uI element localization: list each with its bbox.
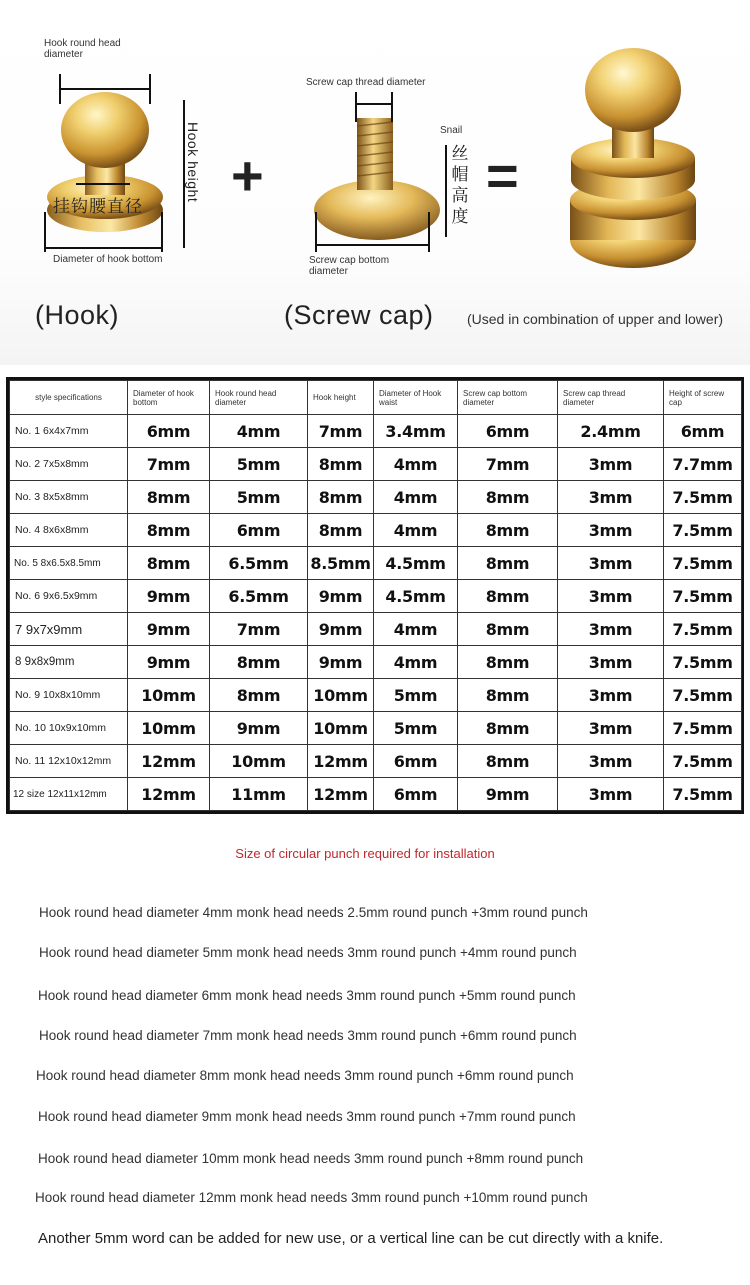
cell-value: 10mm [210,745,308,778]
header-cap-height: Height of screw cap [664,381,742,415]
hook-height-label: Hook height [185,122,201,203]
cell-value: 5mm [374,679,458,712]
plus-sign: + [231,144,264,207]
cell-value: 8mm [458,514,558,547]
cell-value: 8mm [308,448,374,481]
cell-value: 12mm [308,745,374,778]
cell-value: 7.5mm [664,613,742,646]
cell-value: 3mm [558,514,664,547]
snail-label: Snail [440,125,463,136]
thread-dim-tick-left [355,92,357,122]
cap-bottom-dim-tick-right [428,212,430,252]
cell-value: 7mm [308,415,374,448]
hook-head-dim-tick-right [149,74,151,104]
cell-value: 9mm [308,580,374,613]
cell-value: 9mm [458,778,558,811]
cell-value: 7.5mm [664,646,742,679]
cell-value: 5mm [210,481,308,514]
cell-value: 6mm [128,415,210,448]
cell-value: 7mm [210,613,308,646]
cell-value: 9mm [128,580,210,613]
cell-value: 3mm [558,646,664,679]
cell-value: 4mm [374,646,458,679]
cap-bottom-dim-tick-left [315,212,317,252]
cell-value: 10mm [308,712,374,745]
cell-value: 9mm [308,613,374,646]
cell-value: 8mm [458,712,558,745]
cell-value: 5mm [374,712,458,745]
punch-section [0,820,750,1285]
table-row [10,448,742,481]
cell-value: 3mm [558,448,664,481]
cell-value: 3.4mm [374,415,458,448]
cell-value: 6mm [664,415,742,448]
table-row [10,778,742,811]
cap-height-label: 丝帽高度 [451,144,469,227]
cell-value: 8mm [458,646,558,679]
cell-spec: 8 9x8x9mm [10,646,128,679]
cell-value: 7.5mm [664,778,742,811]
punch-line: Hook round head diameter 12mm monk head needs 3mm round punch +10mm round punch [35,1190,588,1205]
cell-value: 8mm [458,580,558,613]
cell-spec: 7 9x7x9mm [10,613,128,646]
header-hook-height: Hook height [308,381,374,415]
cell-spec: No. 10 10x9x10mm [10,712,128,745]
thread-diameter-label: Screw cap thread diameter [306,77,426,88]
cell-spec: No. 9 10x8x10mm [10,679,128,712]
cell-value: 6mm [458,415,558,448]
hook-head-dim-line [60,88,150,90]
punch-line: Hook round head diameter 10mm monk head needs 3mm round punch +8mm round punch [38,1151,584,1166]
cell-value: 3mm [558,712,664,745]
hook-head-dim-tick-left [59,74,61,104]
hook-head-diameter-label: Hook round head diameter [44,38,121,60]
hook-image [40,85,170,245]
cell-spec: No. 6 9x6.5x9mm [10,580,128,613]
cell-spec: No. 3 8x5x8mm [10,481,128,514]
screw-cap-image [312,110,442,245]
cell-spec: No. 11 12x10x12mm [10,745,128,778]
cell-value: 3mm [558,613,664,646]
header-style-specifications: style specifications [10,381,128,415]
table-row [10,613,742,646]
table-row [10,547,742,580]
cell-value: 4mm [374,481,458,514]
cell-value: 3mm [558,778,664,811]
punch-line: Hook round head diameter 8mm monk head needs 3mm round punch +6mm round punch [36,1068,574,1083]
punch-line: Hook round head diameter 9mm monk head needs 3mm round punch +7mm round punch [38,1109,576,1124]
cell-value: 12mm [308,778,374,811]
table-row [10,745,742,778]
cell-spec: No. 5 8x6.5x8.5mm [10,547,128,580]
punch-line: Hook round head diameter 4mm monk head needs 2.5mm round punch +3mm round punch [39,905,588,920]
cell-value: 12mm [128,745,210,778]
cell-spec: 12 size 12x11x12mm [10,778,128,811]
cell-value: 9mm [128,646,210,679]
cell-value: 7.5mm [664,514,742,547]
table-row [10,481,742,514]
final-note: Another 5mm word can be added for new use, or a vertical line can be cut directly with a knife. [38,1230,664,1247]
punch-section-title: Size of circular punch required for installation [235,846,495,861]
cell-value: 12mm [128,778,210,811]
header-hook-waist-diameter: Diameter of Hook waist [374,381,458,415]
cell-value: 8mm [210,679,308,712]
cell-value: 8mm [458,613,558,646]
cell-value: 4mm [210,415,308,448]
table-row [10,415,742,448]
cell-value: 6mm [210,514,308,547]
cell-value: 3mm [558,481,664,514]
cell-value: 7.5mm [664,745,742,778]
cell-value: 8mm [128,481,210,514]
cell-value: 8mm [128,547,210,580]
cap-bottom-dim-line [315,244,429,246]
cell-spec: No. 2 7x5x8mm [10,448,128,481]
punch-line: Hook round head diameter 6mm monk head needs 3mm round punch +5mm round punch [38,988,576,1003]
table-row [10,712,742,745]
cell-value: 3mm [558,580,664,613]
table-row [10,580,742,613]
cap-height-dim-line [445,145,447,237]
table-header-row [10,381,742,415]
cell-spec: No. 4 8x6x8mm [10,514,128,547]
cell-value: 7.5mm [664,547,742,580]
equals-sign: = [486,144,517,207]
hook-bottom-label: Diameter of hook bottom [53,254,163,265]
screw-cap-caption: (Screw cap) [284,300,434,330]
hook-waist-dim-line [76,183,130,185]
cell-value: 3mm [558,679,664,712]
hook-waist-label: 挂钩腰直径 [53,197,143,217]
table-row [10,646,742,679]
cell-value: 8.5mm [308,547,374,580]
cell-value: 6.5mm [210,547,308,580]
cell-value: 9mm [128,613,210,646]
hook-bottom-dim-tick-left [44,212,46,252]
header-hook-bottom-diameter: Diameter of hook bottom [128,381,210,415]
cell-value: 8mm [458,745,558,778]
cell-value: 7mm [128,448,210,481]
spec-table [6,377,744,814]
cell-value: 3mm [558,547,664,580]
hook-caption: (Hook) [35,300,120,330]
cell-value: 8mm [210,646,308,679]
cell-value: 4mm [374,514,458,547]
cell-value: 2.4mm [558,415,664,448]
cell-value: 9mm [210,712,308,745]
illustration-panel [0,0,750,365]
cell-value: 10mm [128,679,210,712]
cell-value: 4mm [374,448,458,481]
cell-value: 4.5mm [374,580,458,613]
cell-value: 4mm [374,613,458,646]
cell-value: 7.7mm [664,448,742,481]
cell-value: 7.5mm [664,712,742,745]
hook-bottom-dim-line [44,247,162,249]
cell-value: 7.5mm [664,481,742,514]
table-row [10,514,742,547]
combined-product-image [568,40,698,285]
header-cap-bottom-diameter: Screw cap bottom diameter [458,381,558,415]
cell-value: 3mm [558,745,664,778]
table-row [10,679,742,712]
cell-value: 8mm [458,481,558,514]
thread-dim-line [355,103,392,105]
cell-value: 7.5mm [664,679,742,712]
cell-value: 6mm [374,745,458,778]
cell-value: 8mm [308,481,374,514]
cell-value: 5mm [210,448,308,481]
hook-bottom-dim-tick-right [161,212,163,252]
cell-value: 8mm [458,547,558,580]
cell-value: 8mm [308,514,374,547]
punch-line: Hook round head diameter 7mm monk head needs 3mm round punch +6mm round punch [39,1028,577,1043]
header-cap-thread-diameter: Screw cap thread diameter [558,381,664,415]
cell-value: 8mm [128,514,210,547]
cell-value: 4.5mm [374,547,458,580]
cell-spec: No. 1 6x4x7mm [10,415,128,448]
cell-value: 8mm [458,679,558,712]
cell-value: 6.5mm [210,580,308,613]
cell-value: 7mm [458,448,558,481]
combination-note: (Used in combination of upper and lower) [467,311,724,327]
thread-dim-tick-right [391,92,393,122]
header-hook-head-diameter: Hook round head diameter [210,381,308,415]
cell-value: 6mm [374,778,458,811]
cap-bottom-label: Screw cap bottom diameter [309,255,390,277]
cell-value: 7.5mm [664,580,742,613]
cell-value: 9mm [308,646,374,679]
cell-value: 10mm [308,679,374,712]
cell-value: 11mm [210,778,308,811]
punch-line: Hook round head diameter 5mm monk head needs 3mm round punch +4mm round punch [39,945,577,960]
cell-value: 10mm [128,712,210,745]
